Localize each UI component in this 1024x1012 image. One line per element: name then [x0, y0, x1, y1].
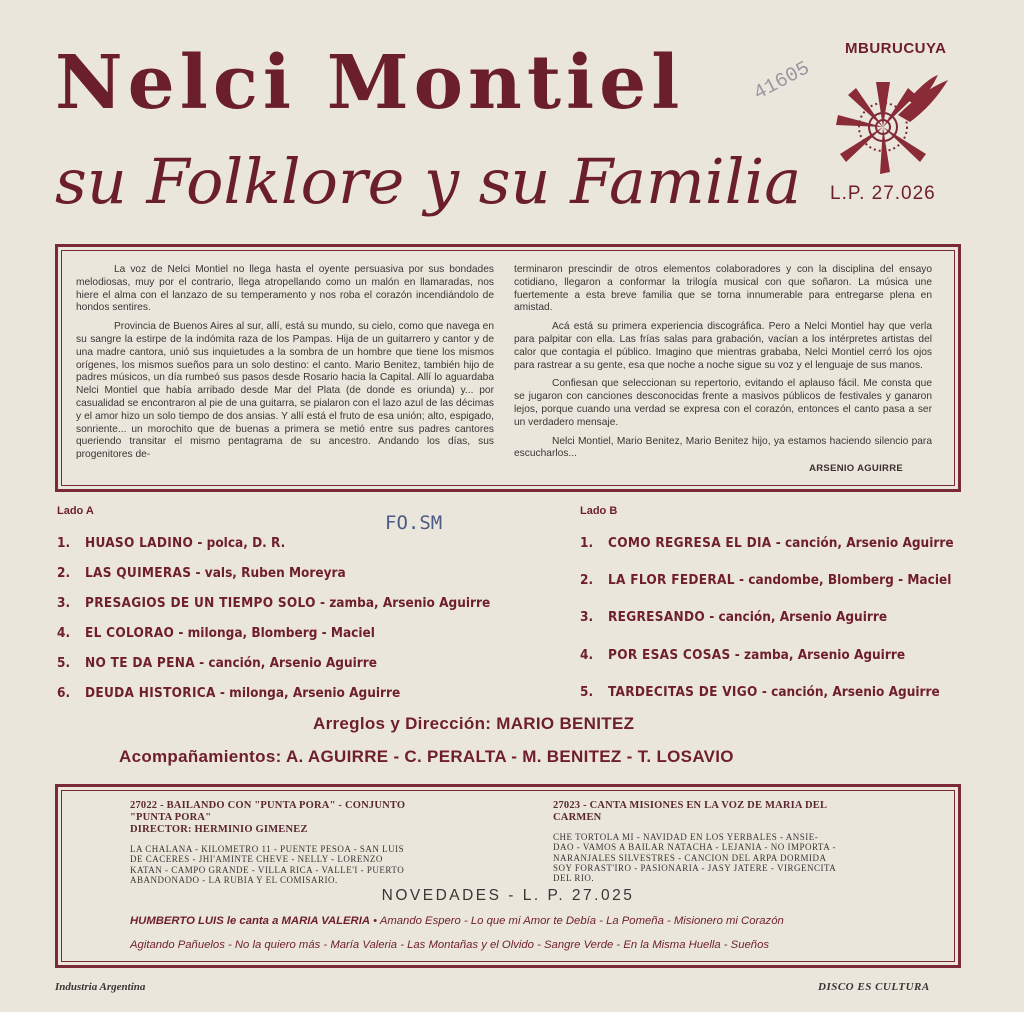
liner-notes-right-column — [514, 264, 932, 461]
track-a1 — [57, 535, 285, 551]
liner-paragraph: Nelci Montiel, Mario Benitez, Mario Benitez hijo, ya estamos haciendo silencio para escucharlos... — [514, 435, 932, 460]
track-info: - canción, Arsenio Aguirre — [194, 655, 377, 671]
footer-origin: Industria Argentina — [55, 981, 146, 993]
track-number: 1. — [57, 535, 71, 551]
track-title: DEUDA HISTORICA — [85, 685, 216, 701]
release-27023-tracklist: CHE TORTOLA MI - NAVIDAD EN LOS YERBALES - ANSIE- DAO - VAMOS A BAILAR NATACHA - LEJANIA - NO IMPORTA - NARANJALES SILVESTRES - CANCION DEL ARPA DORMIDA SOY FORAST'IRO - PASIONARIA - JASY JATERE - VIRGENCITA DEL RIO. — [553, 832, 837, 884]
track-info: - zamba, Arsenio Aguirre — [730, 647, 906, 663]
track-title: PRESAGIOS DE UN TIEMPO SOLO — [85, 595, 316, 611]
track-number: 4. — [580, 647, 594, 663]
track-b2 — [580, 572, 951, 588]
release-27022-tracklist: LA CHALANA - KILOMETRO 11 - PUENTE PESOA - SAN LUIS DE CACERES - JHI'AMINTE CHEVE - NELLY - LORENZO KATAN - CAMPO GRANDE - VILLA RICA - VALLE'I - PUERTO ABANDONADO - LA RUBIA Y EL COMISARIO. — [130, 844, 405, 886]
novedades-artist: HUMBERTO LUIS le canta a MARIA VALERIA — [130, 915, 370, 927]
track-info: - canción, Arsenio Aguirre — [757, 684, 940, 700]
track-number: 5. — [580, 684, 594, 700]
track-b1 — [580, 535, 954, 551]
liner-paragraph: Provincia de Buenos Aires al sur, allí, está su mundo, su cielo, como que navega en su sangre la estirpe de la indómita raza de los Pampas. Hija de un guitarrero y cantor y de una madre cantora, unió sus inquietudes a la sombra de un hombre que tiene los mismos orígenes, los mismos sueños para un solo destino: el canto. Mario Benitez, también hijo de padres músicos, un día rumbeó sus pasos desde Rosario hacia la Capital. Allí lo aguardaba Nelci Montiel que había arribado desde Mar del Plata (de donde es oriunda) y... por casualidad se encontraron al pie de una guitarra, se pialaron con el lazo azul de las décimas y el amor hizo un solo tiempo de dos ansias. Y allí está el fruto de esa unión; alto, espigado, sonriente... un morochito que de buenas a primera se metió entre sus padres cantores queriendo transitar el mismo pentagrama de su ancestro. Andando los días, sus progenitores de- — [76, 321, 494, 461]
track-info: - milonga, Arsenio Aguirre — [215, 685, 401, 701]
novedades-songs: • Amando Espero - Lo que mi Amor te Debía - La Pomeña - Misionero mi Corazón — [370, 915, 784, 927]
liner-paragraph: terminaron prescindir de otros elementos colaboradores y con la disciplina del ensayo cotidiano, llegaron a conformar la trilogía musical con que soñaron. La música une fuertemente a esta breve familia que se torna innumerable para entregarse plena en amistad. — [514, 264, 932, 314]
track-number: 3. — [57, 595, 71, 611]
track-title: NO TE DA PENA — [85, 655, 195, 671]
track-title: LA FLOR FEDERAL — [608, 572, 735, 588]
catalog-number: L.P. 27.026 — [830, 183, 936, 204]
track-a4 — [57, 625, 375, 641]
liner-notes-left-column — [76, 264, 494, 462]
track-info: - vals, Ruben Moreyra — [191, 565, 346, 581]
side-a-label: Lado A — [57, 505, 94, 517]
accompaniment-credit: Acompañamientos: A. AGUIRRE - C. PERALTA - M. BENITEZ - T. LOSAVIO — [119, 747, 734, 766]
arrangement-credit: Arreglos y Dirección: MARIO BENITEZ — [313, 714, 635, 733]
track-title: TARDECITAS DE VIGO — [608, 684, 758, 700]
track-b3 — [580, 609, 887, 625]
liner-paragraph: Confiesan que seleccionan su repertorio, evitando el aplauso fácil. Me consta que se jugaron con canciones desconocidas frente a masivos públicos de festivales y ganaron lejos, porque cuando una verdad se expresa con el corazón, entonces el canto pasa a ser un verdadero mensaje. — [514, 378, 932, 428]
novedades-line-1 — [130, 915, 784, 927]
track-title: REGRESANDO — [608, 609, 705, 625]
liner-paragraph: Acá está su primera experiencia discográfica. Pero a Nelci Montiel hay que verla para palpitar con ella. Las frías salas para grabación, vacían a los intérpretes artistas del calor que contagia el público. Imagino que mientras grababa, Nelci Montiel cerró los ojos para rastrear a su gente, esa que noche a noche sigue su voz y el lenguaje de sus manos. — [514, 321, 932, 371]
handwritten-note: FO.SM — [385, 512, 443, 534]
track-a5 — [57, 655, 377, 671]
track-info: - canción, Arsenio Aguirre — [771, 535, 954, 551]
track-title: COMO REGRESA EL DIA — [608, 535, 772, 551]
passion-flower-logo-icon — [828, 70, 953, 178]
novedades-box — [55, 784, 961, 968]
novedades-title: NOVEDADES - L. P. 27.025 — [381, 887, 635, 904]
track-title: POR ESAS COSAS — [608, 647, 731, 663]
track-info: - zamba, Arsenio Aguirre — [315, 595, 491, 611]
track-b5 — [580, 684, 940, 700]
track-number: 2. — [580, 572, 594, 588]
track-title: EL COLORAO — [85, 625, 175, 641]
track-info: - milonga, Blomberg - Maciel — [174, 625, 375, 641]
track-number: 3. — [580, 609, 594, 625]
track-number: 6. — [57, 685, 71, 701]
track-info: - candombe, Blomberg - Maciel — [734, 572, 952, 588]
release-27023-heading: 27023 - CANTA MISIONES EN LA VOZ DE MARIA DEL CARMEN — [553, 800, 828, 824]
album-subtitle: su Folklore y su Familia — [55, 145, 802, 218]
side-b-label: Lado B — [580, 505, 618, 517]
track-title: HUASO LADINO — [85, 535, 194, 551]
track-title: LAS QUIMERAS — [85, 565, 192, 581]
novedades-line-2: Agitando Pañuelos - No la quiero más - María Valeria - Las Montañas y el Olvido - Sangre Verde - En la Misma Huella - Sueños — [130, 939, 769, 951]
track-info: - canción, Arsenio Aguirre — [705, 609, 888, 625]
track-a2 — [57, 565, 346, 581]
record-label-name: MBURUCUYA — [845, 40, 947, 57]
track-info: - polca, D. R. — [193, 535, 286, 551]
album-artist-title: Nelci Montiel — [55, 40, 685, 126]
track-number: 5. — [57, 655, 71, 671]
release-27022-heading: 27022 - BAILANDO CON "PUNTA PORA" - CONJUNTO "PUNTA PORA" DIRECTOR: HERMINIO GIMENEZ — [130, 800, 406, 836]
track-a3 — [57, 595, 490, 611]
inventory-stamp: 41605 — [750, 57, 814, 106]
track-number: 4. — [57, 625, 71, 641]
liner-notes-signature: ARSENIO AGUIRRE — [809, 463, 903, 474]
track-number: 1. — [580, 535, 594, 551]
footer-slogan: DISCO ES CULTURA — [818, 981, 930, 993]
track-a6 — [57, 685, 400, 701]
track-number: 2. — [57, 565, 71, 581]
liner-notes-box — [55, 244, 961, 492]
liner-paragraph: La voz de Nelci Montiel no llega hasta el oyente persuasiva por sus bondades melodiosas, muy por el contrario, llega atropellando como un malón en llamaradas, nos hiere el alma con el lanzazo de su temperamento y nos roba el corazón incendiándolo de hondos sentires. — [76, 264, 494, 314]
track-b4 — [580, 647, 905, 663]
